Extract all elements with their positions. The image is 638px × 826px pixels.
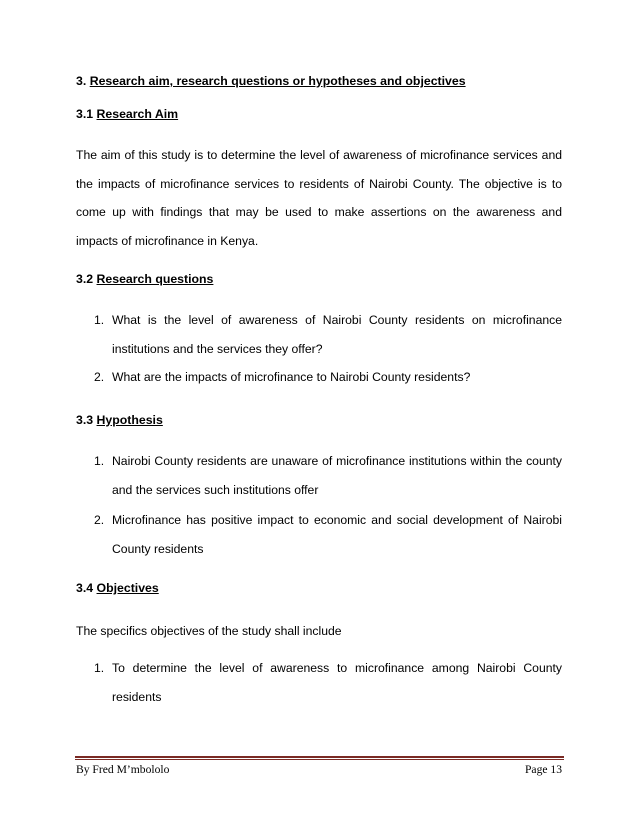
objectives-intro: The specifics objectives of the study shall include [76, 624, 342, 638]
section-heading-hypothesis [76, 412, 163, 428]
section-heading-aim [76, 106, 178, 122]
footer-rule [75, 756, 564, 758]
section-number: 3.4 [76, 581, 94, 595]
section-title: Research questions [96, 272, 214, 286]
section-heading-objectives [76, 580, 159, 596]
section-title: Hypothesis [96, 413, 163, 427]
list-text: Microfinance has positive impact to economic and social development of Nairobi County residents [112, 513, 562, 556]
list-number: 2. [94, 370, 105, 384]
list-item [94, 447, 562, 504]
list-item [94, 306, 562, 363]
section-heading-questions [76, 271, 213, 287]
section-number: 3.1 [76, 107, 94, 121]
section-title: Research aim, research questions or hypotheses and objectives [89, 74, 466, 88]
list-number: 1. [94, 661, 105, 675]
list-text: What is the level of awareness of Nairobi County residents on microfinance institutions and the services they offer? [112, 313, 562, 356]
footer-author: By Fred M’mbololo [76, 763, 170, 776]
aim-paragraph: The aim of this study is to determine the level of awareness of microfinance services and the impacts of microfinance services to residents of Nairobi County. The objective is to come up with findings that may be used to make assertions on the awareness and impacts of microfinance in Kenya. [76, 148, 562, 248]
list-item [94, 363, 562, 392]
list-text: To determine the level of awareness to microfinance among Nairobi County residents [112, 661, 562, 704]
list-text: Nairobi County residents are unaware of microfinance institutions within the county and the services such institutions offer [112, 454, 562, 497]
page-number: Page 13 [524, 763, 562, 776]
list-item [94, 506, 562, 563]
list-item [94, 654, 562, 711]
section-title: Research Aim [96, 107, 179, 121]
list-number: 1. [94, 454, 105, 468]
footer-rule [75, 759, 564, 760]
section-heading-main [76, 73, 466, 89]
list-number: 1. [94, 313, 105, 327]
section-title: Objectives [96, 581, 159, 595]
list-number: 2. [94, 513, 105, 527]
section-number: 3.2 [76, 272, 94, 286]
section-number: 3. [76, 74, 87, 88]
list-text: What are the impacts of microfinance to Nairobi County residents? [112, 370, 471, 384]
section-number: 3.3 [76, 413, 94, 427]
